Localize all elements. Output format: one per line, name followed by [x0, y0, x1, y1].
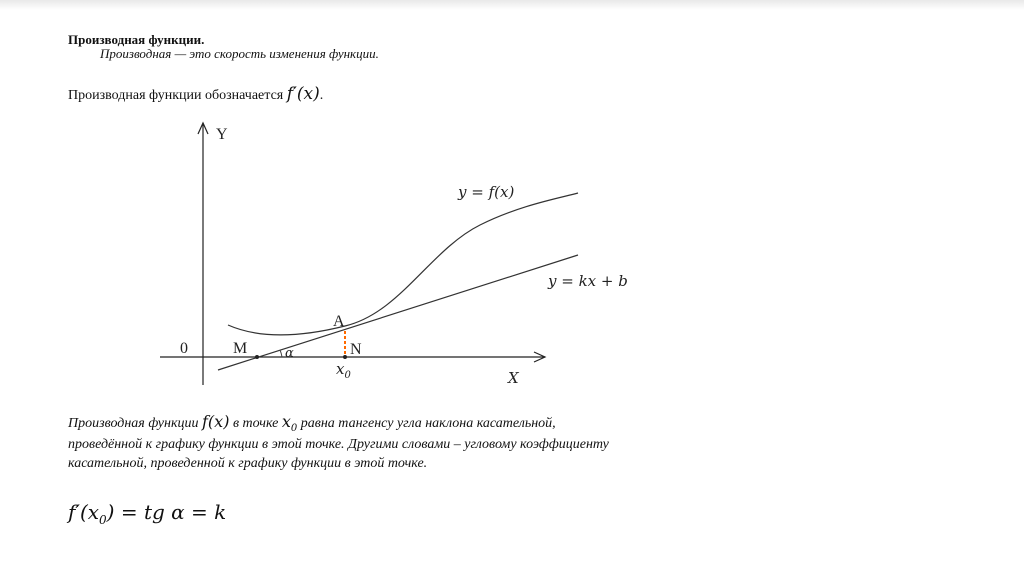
origin-label: 0: [180, 340, 188, 357]
notation-end: .: [319, 88, 324, 103]
paragraph-line-2: проведённой к графику функции в этой точке. Другими словами – угловому коэффициенту: [68, 437, 609, 452]
angle-arc: [280, 350, 282, 357]
para-x0: [281, 412, 298, 435]
x-axis-label: X: [508, 369, 519, 387]
para-text-b: в точке: [232, 416, 279, 431]
formula-rhs: ) = tg α = k: [106, 500, 227, 524]
point-m-label: M: [233, 340, 248, 357]
paragraph-line-3: касательной, проведенной к графику функции в этой точке.: [68, 456, 428, 471]
point-a-label: A: [333, 313, 345, 330]
point-m: [255, 355, 259, 359]
paragraph-line-1: [68, 412, 556, 434]
y-axis-label: Y: [216, 126, 228, 143]
x0-label: [336, 360, 351, 381]
para-fx: f(x): [202, 412, 230, 431]
notation-symbol: f′(x): [286, 84, 320, 104]
point-n-label: N: [350, 341, 362, 358]
formula-sub: 0: [99, 513, 107, 527]
formula-lhs: f′(x: [68, 500, 100, 524]
para-text-a: Производная функции: [68, 416, 199, 431]
derivative-formula: [68, 500, 226, 527]
curve-label: y = f(x): [458, 183, 515, 201]
function-curve: [228, 193, 578, 335]
x0-main: x: [336, 360, 345, 378]
tangent-line: [218, 255, 578, 370]
para-text-c: равна тангенсу угла наклона касательной,: [300, 416, 556, 431]
slide-heading: Производная функции.: [68, 32, 205, 47]
angle-alpha-label: α: [285, 346, 294, 361]
para-x0-main: x: [281, 412, 291, 431]
point-n: [343, 355, 347, 359]
x0-subscript: 0: [344, 370, 351, 381]
tangent-label: y = kx + b: [548, 272, 628, 290]
slide-subtitle: Производная — это скорость изменения функции.: [100, 46, 379, 61]
notation-text: Производная функции обозначается: [68, 88, 284, 103]
para-x0-sub: 0: [290, 423, 298, 435]
